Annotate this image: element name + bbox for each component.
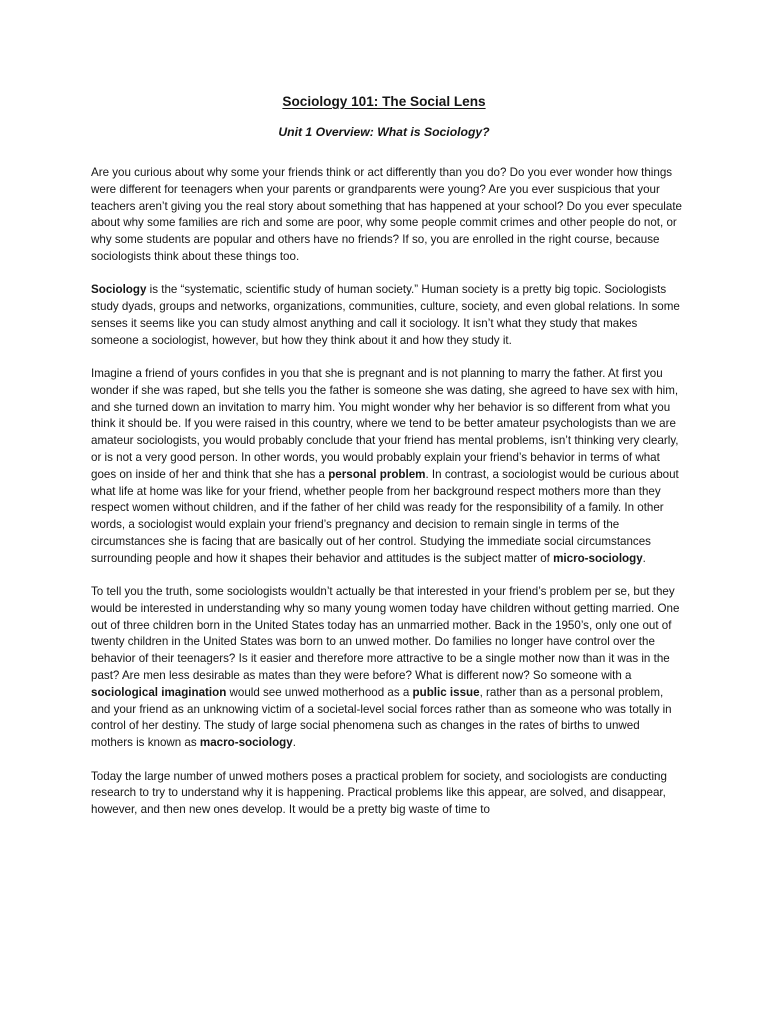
paragraph-4-text-a: To tell you the truth, some sociologists wouldn’t actually be that interested in your friend’s problem per se, but they would be interested in understanding why so many young women today have children without getting married. One out of three children born in the United States today has an unmarried mother. Back in the 1950’s, only one out of twenty children in the United States was born to an unwed mother. Do families no longer have control over the behavior of their teenagers? Is it easier and therefore more attractive to be a single mother now than it was in the past? Are men less desirable as mates than they were before? What is different now? So someone with a [91,585,680,683]
term-micro-sociology: micro-sociology [553,551,643,565]
document-body [91,165,684,835]
term-sociology: Sociology [91,283,147,297]
paragraph-2 [91,282,684,349]
document-subtitle: Unit 1 Overview: What is Sociology? [278,125,490,139]
term-public-issue: public issue [412,685,480,699]
paragraph-4-text-b: would see unwed motherhood as a [226,685,413,699]
document-title: Sociology 101: The Social Lens [282,94,486,109]
paragraph-1-text: Are you curious about why some your friends think or act differently than you do? Do you ever wonder how things were different for teenagers when your parents or grandparents were young? Are you ever suspicious that your teachers aren’t giving you the real story about something that has happened at your school? Do you ever speculate about why some families are rich and some are poor, why some people commit crimes and other people do not, or why some students are popular and others have no friends? If so, you are enrolled in the right course, because sociologists think about these things too. [91,166,683,263]
term-sociological-imagination: sociological imagination [91,685,227,699]
paragraph-5 [91,769,684,819]
paragraph-1 [91,165,684,266]
paragraph-4-text-c: , rather than as a personal problem, and your friend as an unknowing victim of a societal-level social forces rather than as someone who was totally in control of her destiny. The study of large social phenomena such as changes in the rates of births to unwed mothers is known as [91,685,672,750]
paragraph-3 [91,366,684,568]
term-personal-problem: personal problem [328,467,426,481]
paragraph-4-text-d: . [292,736,296,750]
paragraph-3-text-a: Imagine a friend of yours confides in you that she is pregnant and is not planning to marry the father. At first you wonder if she was raped, but she tells you the father is someone she was dating, she agreed to have sex with him, and she turned down an invitation to marry him. You might wonder why her behavior is so different from what you think it should be. If you were raised in this country, where we tend to be better amateur psychologists than we are amateur sociologists, you would probably conclude that your friend has mental problems, isn’t thinking very clearly, or is not a very good person. In other words, you would probably explain your friend’s behavior in terms of what goes on inside of her and think that she has a [91,366,679,481]
paragraph-3-text-c: . [642,551,646,565]
paragraph-3-text-b: . In contrast, a sociologist would be curious about what life at home was like for your friend, whether people from her background respect mothers more than they respect women without children, and if the father of her child was ready for the responsibility of a family. In other words, a sociologist would explain your friend’s pregnancy and decision to remain single in terms of the circumstances she is facing that are basically out of her control. Studying the immediate social circumstances surrounding people and how it shapes their behavior and attitudes is the subject matter of [91,467,679,565]
term-macro-sociology: macro-sociology [199,736,293,750]
paragraph-5-text: Today the large number of unwed mothers poses a practical problem for society, and sociologists are conducting research to try to understand why it is happening. Practical problems like this appear, are solved, and disappear, however, and then new ones develop. It would be a pretty big waste of time to [91,769,667,817]
paragraph-2-text: is the “systematic, scientific study of human society.” Human society is a pretty big topic. Sociologists study dyads, groups and networks, organizations, communities, culture, society, and even global relations. In some senses it seems like you can study almost anything and call it sociology. It isn’t what they study that makes someone a sociologist, however, but how they think about it and how they study it. [91,283,680,347]
paragraph-4 [91,584,684,752]
